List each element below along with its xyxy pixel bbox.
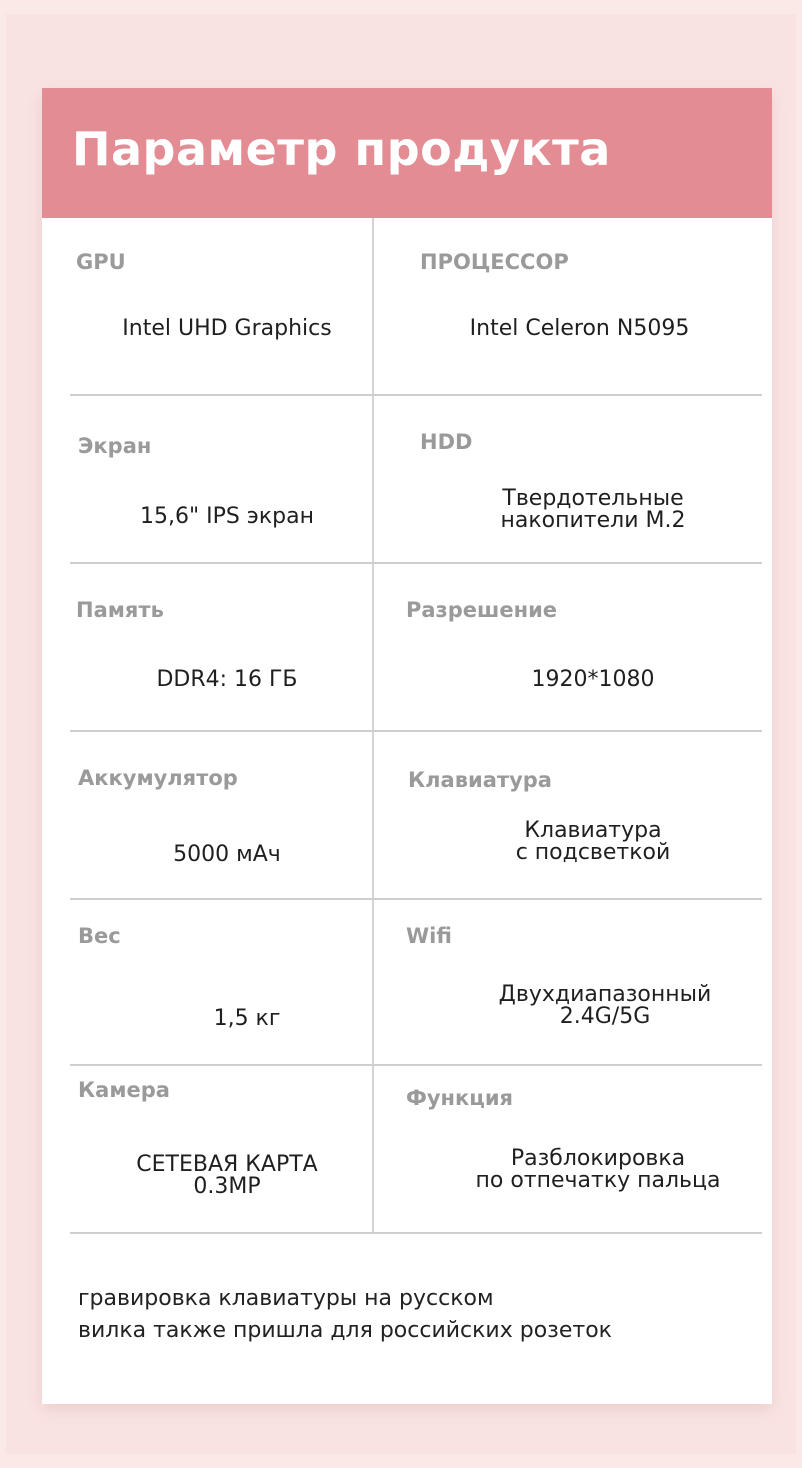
row-divider <box>70 394 762 396</box>
spec-value-keyboard: Клавиатура с подсветкой <box>515 818 671 865</box>
row-divider <box>70 1064 762 1066</box>
spec-value-hdd: Твердотельные накопители M.2 <box>500 486 686 533</box>
spec-label-cpu: ПРОЦЕССОР <box>420 250 569 274</box>
row-divider <box>70 898 762 900</box>
footer-note-line: гравировка клавиатуры на русском <box>78 1286 494 1311</box>
spec-label-weight: Вес <box>78 924 121 948</box>
spec-label-memory: Память <box>76 598 164 622</box>
spec-value-wifi: Двухдиапазонный 2.4G/5G <box>498 982 712 1029</box>
spec-label-keyboard: Клавиатура <box>408 768 552 792</box>
spec-label-hdd: HDD <box>420 430 473 454</box>
spec-header <box>42 88 772 218</box>
spec-label-battery: Аккумулятор <box>78 766 238 790</box>
spec-value-function: Разблокировка по отпечатку пальца <box>475 1146 721 1193</box>
column-divider <box>372 218 374 1234</box>
spec-value-cpu: Intel Celeron N5095 <box>469 316 690 341</box>
spec-value-gpu: Intel UHD Graphics <box>122 316 332 341</box>
spec-label-gpu: GPU <box>76 250 126 274</box>
spec-label-camera: Камера <box>78 1078 170 1102</box>
spec-value-memory: DDR4: 16 ГБ <box>156 667 298 692</box>
spec-label-resolution: Разрешение <box>406 598 558 622</box>
product-spec-card <box>42 88 772 1404</box>
spec-value-resolution: 1920*1080 <box>531 667 655 692</box>
spec-value-screen: 15,6" IPS экран <box>139 504 314 529</box>
row-divider <box>70 730 762 732</box>
spec-label-wifi: Wifi <box>406 924 452 948</box>
row-divider <box>70 1232 762 1234</box>
spec-label-function: Функция <box>406 1086 514 1110</box>
row-divider <box>70 562 762 564</box>
spec-value-camera: СЕТЕВАЯ КАРТА 0.3MP <box>136 1152 318 1199</box>
spec-label-screen: Экран <box>78 434 152 458</box>
page-title: Параметр продукта <box>72 122 611 176</box>
spec-value-weight: 1,5 кг <box>213 1006 281 1031</box>
spec-value-battery: 5000 мАч <box>173 842 281 867</box>
footer-note-line: вилка также пришла для российских розеток <box>78 1318 612 1343</box>
